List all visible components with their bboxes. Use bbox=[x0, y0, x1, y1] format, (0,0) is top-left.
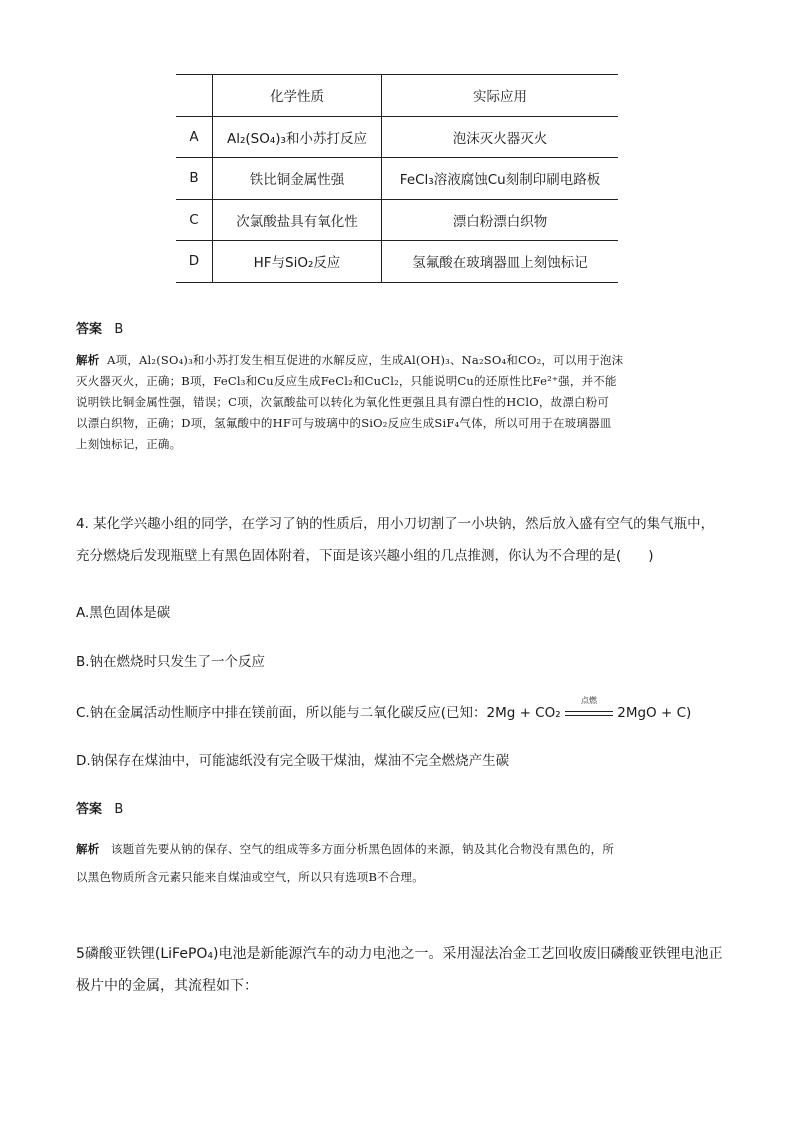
q4-stem bbox=[76, 508, 736, 572]
table-row bbox=[176, 241, 618, 283]
row-application: 漂白粉漂白织物 bbox=[382, 199, 619, 241]
analysis-line: 解析 该题首先要从钠的保存、空气的组成等多方面分析黑色固体的来源，钠及其化合物没有黑色的，所 bbox=[76, 842, 615, 856]
row-label: C bbox=[189, 211, 199, 228]
analysis-line: 上刻蚀标记，正确。 bbox=[76, 437, 182, 451]
q5-stem bbox=[76, 938, 736, 1002]
row-property: 铁比铜金属性强 bbox=[213, 158, 382, 200]
stem-line: 极片中的金属，其流程如下： bbox=[76, 978, 258, 994]
row-label: A bbox=[189, 128, 199, 145]
q4-option-b: B.钠在燃烧时只发生了一个反应 bbox=[76, 654, 266, 670]
table-row bbox=[176, 116, 618, 158]
answer-label: 答案 bbox=[76, 802, 103, 817]
row-property: HF与SiO₂反应 bbox=[213, 241, 382, 283]
stem-line: 5磷酸亚铁锂(LiFePO₄)电池是新能源汽车的动力电池之一。采用湿法冶金工艺回收废旧磷酸亚铁锂电池正 bbox=[76, 946, 723, 962]
row-label: D bbox=[188, 253, 200, 270]
analysis-line: 以漂白织物，正确；D项，氢氟酸中的HF可与玻璃中的SiO₂反应生成SiF₄气体，所以可用于在玻璃器皿 bbox=[76, 416, 612, 430]
analysis-line: 灭火器灭火，正确；B项，FeCl₃和Cu反应生成FeCl₂和CuCl₂，只能说明Cu的还原性比Fe²⁺强，并不能 bbox=[76, 374, 617, 388]
row-application: FeCl₃溶液腐蚀Cu刻制印刷电路板 bbox=[382, 158, 619, 200]
stem-line: 充分燃烧后发现瓶壁上有黑色固体附着，下面是该兴趣小组的几点推测，你认为不合理的是( ) bbox=[76, 548, 654, 564]
analysis-label: 解析 bbox=[76, 842, 100, 856]
stem-line: 4. 某化学兴趣小组的同学，在学习了钠的性质后，用小刀切割了一小块钠，然后放入盛有空气的集气瓶中， bbox=[76, 516, 715, 532]
analysis-label: 解析 bbox=[76, 353, 100, 367]
q4-option-c: C.钠在金属活动性顺序中排在镁前面，所以能与二氧化碳反应(已知：2Mg + CO₂ 点燃 2MgO + C) bbox=[76, 696, 692, 721]
q4-option-a: A.黑色固体是碳 bbox=[76, 605, 171, 621]
reaction-condition-arrow bbox=[565, 696, 613, 720]
table-row bbox=[176, 199, 618, 241]
q3-answer bbox=[76, 318, 123, 337]
row-label: B bbox=[189, 170, 199, 187]
analysis-line: 以黑色物质所含元素只能来自煤油或空气，所以只有选项B不合理。 bbox=[76, 870, 424, 884]
analysis-line: 解析 A项，Al₂(SO₄)₃和小苏打发生相互促进的水解反应，生成Al(OH)₃、Na₂SO₄和CO₂，可以用于泡沫 bbox=[76, 353, 624, 367]
q4-option-d: D.钠保存在煤油中，可能滤纸没有完全吸干煤油，煤油不完全燃烧产生碳 bbox=[76, 753, 510, 769]
q4-analysis bbox=[76, 835, 716, 891]
answer-label: 答案 bbox=[76, 322, 103, 337]
row-property: Al₂(SO₄)₃和小苏打反应 bbox=[213, 116, 382, 158]
row-property: 次氯酸盐具有氧化性 bbox=[213, 199, 382, 241]
answer-value: B bbox=[114, 802, 124, 817]
row-application: 泡沫灭火器灭火 bbox=[382, 116, 619, 158]
q4-answer bbox=[76, 798, 123, 817]
reaction-condition: 点燃 bbox=[580, 696, 597, 705]
row-application: 氢氟酸在玻璃器皿上刻蚀标记 bbox=[382, 241, 619, 283]
properties-table bbox=[176, 74, 618, 283]
table-header-application: 实际应用 bbox=[382, 75, 619, 117]
table-header-blank bbox=[176, 75, 213, 117]
q3-analysis bbox=[76, 350, 716, 455]
table-header-row bbox=[176, 75, 618, 117]
analysis-line: 说明铁比铜金属性强，错误；C项，次氯酸盐可以转化为氧化性更强且具有漂白性的HClO，故漂白粉可 bbox=[76, 395, 610, 409]
table-header-property: 化学性质 bbox=[213, 75, 382, 117]
answer-value: B bbox=[114, 322, 124, 337]
table-row bbox=[176, 158, 618, 200]
